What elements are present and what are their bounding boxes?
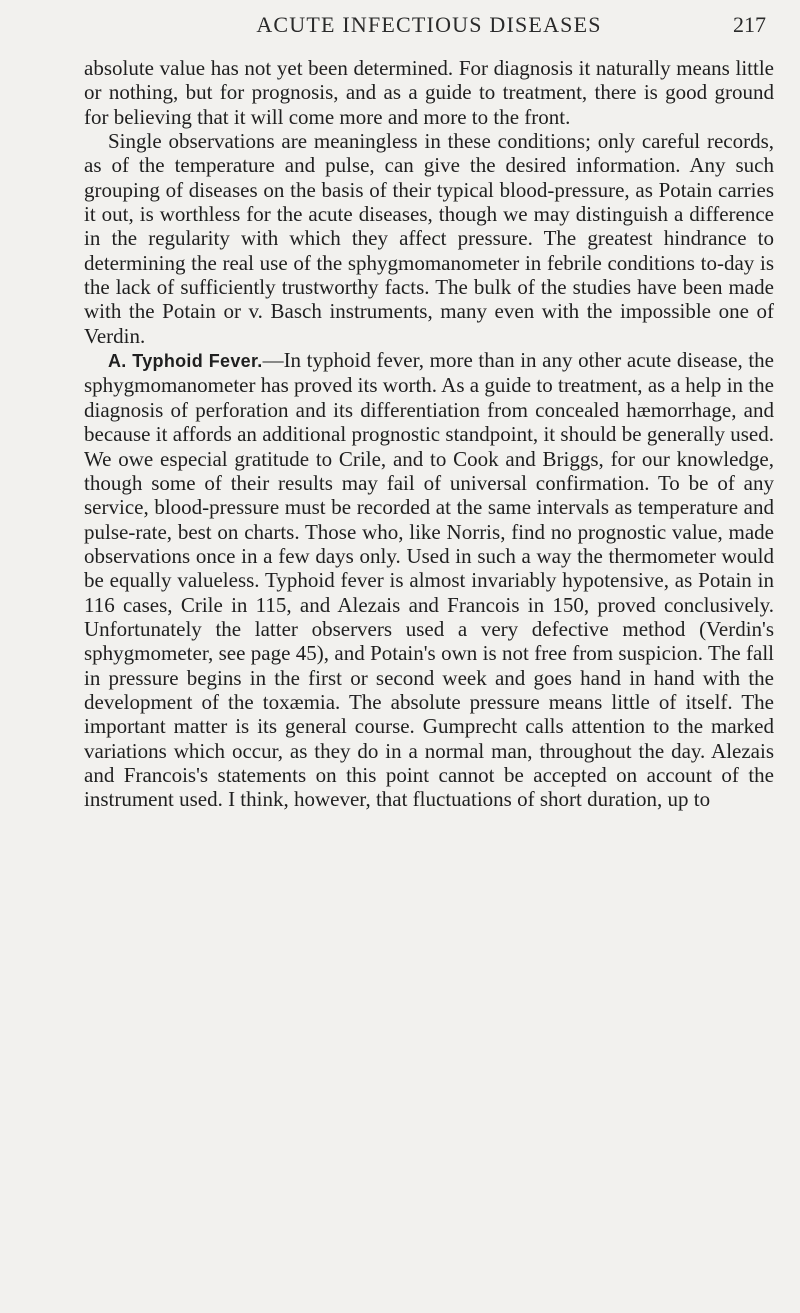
body-text: [84, 56, 774, 812]
book-page: [84, 0, 775, 812]
paragraph-3: [84, 348, 774, 812]
paragraph-3-text: —In typhoid fever, more than in any other acute disease, the sphygmomanometer has proved its worth. As a guide to treatment, as a help in the diagnosis of perforation and its differentiation from concealed hæmorrhage, and because it affords an additional prognostic standpoint, it should be generally used. We owe especial gratitude to Crile, and to Cook and Briggs, for our knowledge, though some of their results may fail of universal confirmation. To be of any service, blood-pressure must be recorded at the same intervals as temperature and pulse-rate, best on charts. Those who, like Norris, find no prognostic value, made observations once in a few days only. Used in such a way the thermometer would be equally valueless. Typhoid fever is almost invariably hypotensive, as Potain in 116 cases, Crile in 115, and Alezais and Francois in 150, proved conclusively. Unfortunately the latter observers used a very defective method (Verdin's sphygmometer, see page 45), and Potain's own is not free from suspicion. The fall in pressure begins in the first or second week and goes hand in hand with the development of the toxæmia. The absolute pressure means little of itself. The important matter is its general course. Gumprecht calls attention to the marked variations which occur, as they do in a normal man, throughout the day. Alezais and Francois's statements on this point cannot be accepted on account of the instrument used. I think, however, that fluctuations of short duration, up to: [84, 348, 775, 812]
running-head-title: ACUTE INFECTIOUS DISEASES: [256, 12, 602, 37]
paragraph-2: Single observations are meaningless in these conditions; only careful records, as of the temperature and pulse, can give the desired information. Any such grouping of diseases on the basis of their typical blood-pressure, as Potain carries it out, is worthless for the acute diseases, though we may distinguish a difference in the regularity with which they affect pressure. The greatest hindrance to determining the real use of the sphygmomanometer in febrile conditions to-day is the lack of sufficiently trustworthy facts. The bulk of the studies have been made with the Potain or v. Basch instruments, many even with the impossible one of Verdin.: [84, 129, 774, 348]
page-number: 217: [733, 12, 766, 37]
section-heading-typhoid-fever: A. Typhoid Fever.: [108, 351, 263, 372]
running-head: [84, 0, 774, 48]
paragraph-1: absolute value has not yet been determined. For diagnosis it naturally means little or nothing, but for prognosis, and as a guide to treatment, there is good ground for believing that it will come more and more to the front.: [84, 56, 774, 129]
